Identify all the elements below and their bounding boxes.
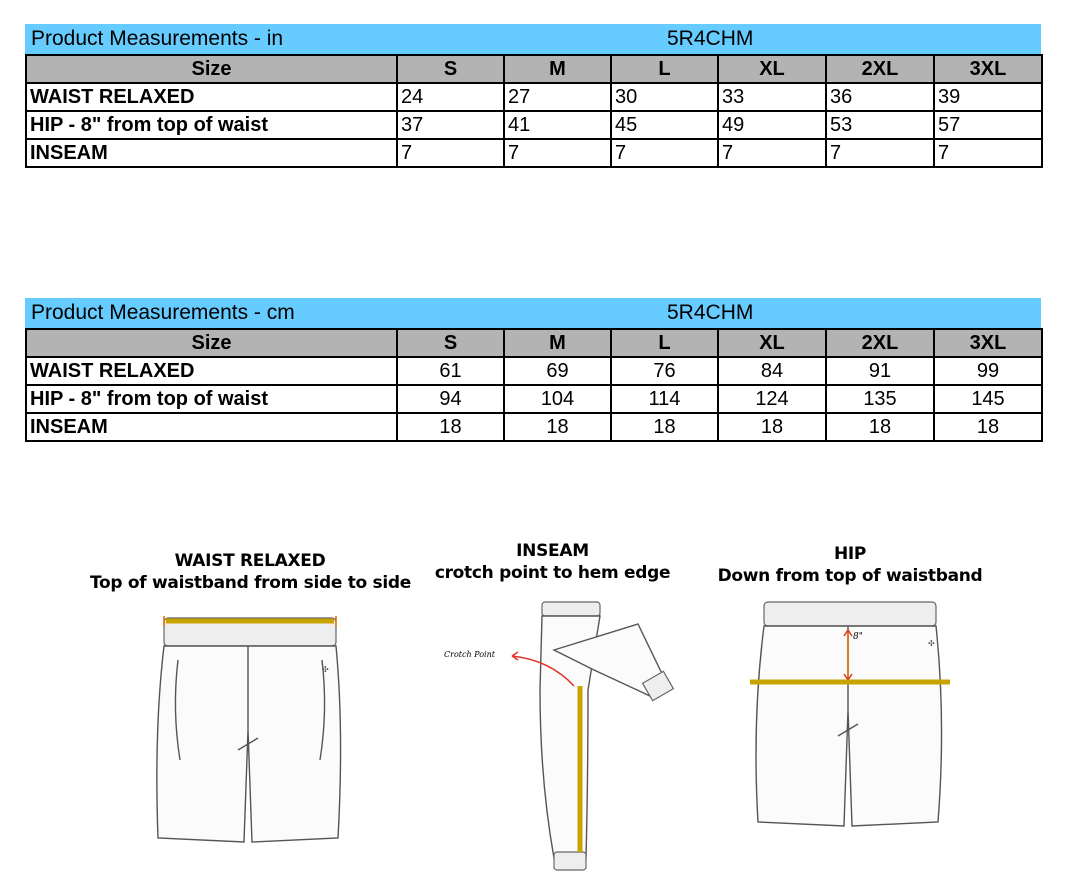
table-cell: 84 xyxy=(718,357,826,385)
size-col-l: L xyxy=(611,55,718,83)
table-cell: 37 xyxy=(397,111,504,139)
size-col-3xl: 3XL xyxy=(934,55,1042,83)
size-col-xl: XL xyxy=(718,329,826,357)
row-label: INSEAM xyxy=(26,139,397,167)
size-col-m: M xyxy=(504,329,611,357)
table-cell: 124 xyxy=(718,385,826,413)
table-header-bar xyxy=(25,298,1041,328)
size-col-2xl: 2XL xyxy=(826,55,934,83)
table-cell: 7 xyxy=(826,139,934,167)
row-label: HIP - 8" from top of waist xyxy=(26,111,397,139)
hip-shorts-icon xyxy=(740,600,960,840)
table-cell: 18 xyxy=(718,413,826,441)
table-header-bar xyxy=(25,24,1041,54)
size-col-2xl: 2XL xyxy=(826,329,934,357)
hip-title: HIP xyxy=(833,544,867,564)
row-label: HIP - 8" from top of waist xyxy=(26,385,397,413)
table-row xyxy=(26,83,1042,111)
hip-offset-label: 8" xyxy=(853,632,863,642)
table-cell: 94 xyxy=(397,385,504,413)
size-col-xl: XL xyxy=(718,55,826,83)
table-cell: 45 xyxy=(611,111,718,139)
hip-diagram-title xyxy=(700,543,1000,587)
table-cell: 104 xyxy=(504,385,611,413)
table-row xyxy=(26,139,1042,167)
inseam-title: INSEAM xyxy=(516,541,589,561)
table-cell: 61 xyxy=(397,357,504,385)
table-cell: 39 xyxy=(934,83,1042,111)
table-cell: 18 xyxy=(504,413,611,441)
table-cell: 91 xyxy=(826,357,934,385)
waist-diagram-title xyxy=(90,550,410,594)
waist-title: WAIST RELAXED xyxy=(174,551,326,571)
table-cell: 30 xyxy=(611,83,718,111)
table-cell: 36 xyxy=(826,83,934,111)
table-cell: 27 xyxy=(504,83,611,111)
table-cell: 99 xyxy=(934,357,1042,385)
table-cell: 7 xyxy=(718,139,826,167)
table-cell: 7 xyxy=(504,139,611,167)
size-col-s: S xyxy=(397,329,504,357)
table-cell: 18 xyxy=(826,413,934,441)
table-cell: 145 xyxy=(934,385,1042,413)
svg-text:✣: ✣ xyxy=(322,665,329,674)
inseam-subtitle: crotch point to hem edge xyxy=(434,563,671,583)
product-code: 5R4CHM xyxy=(667,27,754,50)
table-row xyxy=(26,385,1042,413)
table-cell: 7 xyxy=(934,139,1042,167)
row-label: WAIST RELAXED xyxy=(26,83,397,111)
row-label: INSEAM xyxy=(26,413,397,441)
size-header: Size xyxy=(26,55,397,83)
table-cell: 135 xyxy=(826,385,934,413)
hip-subtitle: Down from top of waistband xyxy=(717,566,983,586)
table-cell: 53 xyxy=(826,111,934,139)
size-col-l: L xyxy=(611,329,718,357)
inseam-pants-icon xyxy=(470,600,680,875)
size-table xyxy=(25,54,1043,168)
table-cell: 69 xyxy=(504,357,611,385)
table-cell: 7 xyxy=(611,139,718,167)
size-col-s: S xyxy=(397,55,504,83)
measurements-table-in xyxy=(25,24,1041,168)
table-cell: 57 xyxy=(934,111,1042,139)
waist-shorts-icon xyxy=(140,610,360,850)
row-label: WAIST RELAXED xyxy=(26,357,397,385)
table-cell: 18 xyxy=(934,413,1042,441)
table-cell: 114 xyxy=(611,385,718,413)
product-code: 5R4CHM xyxy=(667,301,754,324)
table-cell: 41 xyxy=(504,111,611,139)
table-cell: 76 xyxy=(611,357,718,385)
table-title: Product Measurements - cm xyxy=(31,301,295,324)
table-cell: 33 xyxy=(718,83,826,111)
size-table xyxy=(25,328,1043,442)
table-row xyxy=(26,413,1042,441)
table-title: Product Measurements - in xyxy=(31,27,284,50)
size-header: Size xyxy=(26,329,397,357)
svg-text:✣: ✣ xyxy=(928,639,935,648)
size-col-3xl: 3XL xyxy=(934,329,1042,357)
inseam-diagram-title xyxy=(430,540,675,584)
measurements-table-cm xyxy=(25,298,1041,442)
size-col-m: M xyxy=(504,55,611,83)
table-cell: 18 xyxy=(611,413,718,441)
table-row xyxy=(26,357,1042,385)
crotch-point-label: Crotch Point xyxy=(444,650,495,659)
table-cell: 7 xyxy=(397,139,504,167)
size-row xyxy=(26,329,1042,357)
table-cell: 18 xyxy=(397,413,504,441)
table-cell: 24 xyxy=(397,83,504,111)
size-row xyxy=(26,55,1042,83)
waist-subtitle: Top of waistband from side to side xyxy=(90,573,412,593)
table-cell: 49 xyxy=(718,111,826,139)
table-row xyxy=(26,111,1042,139)
